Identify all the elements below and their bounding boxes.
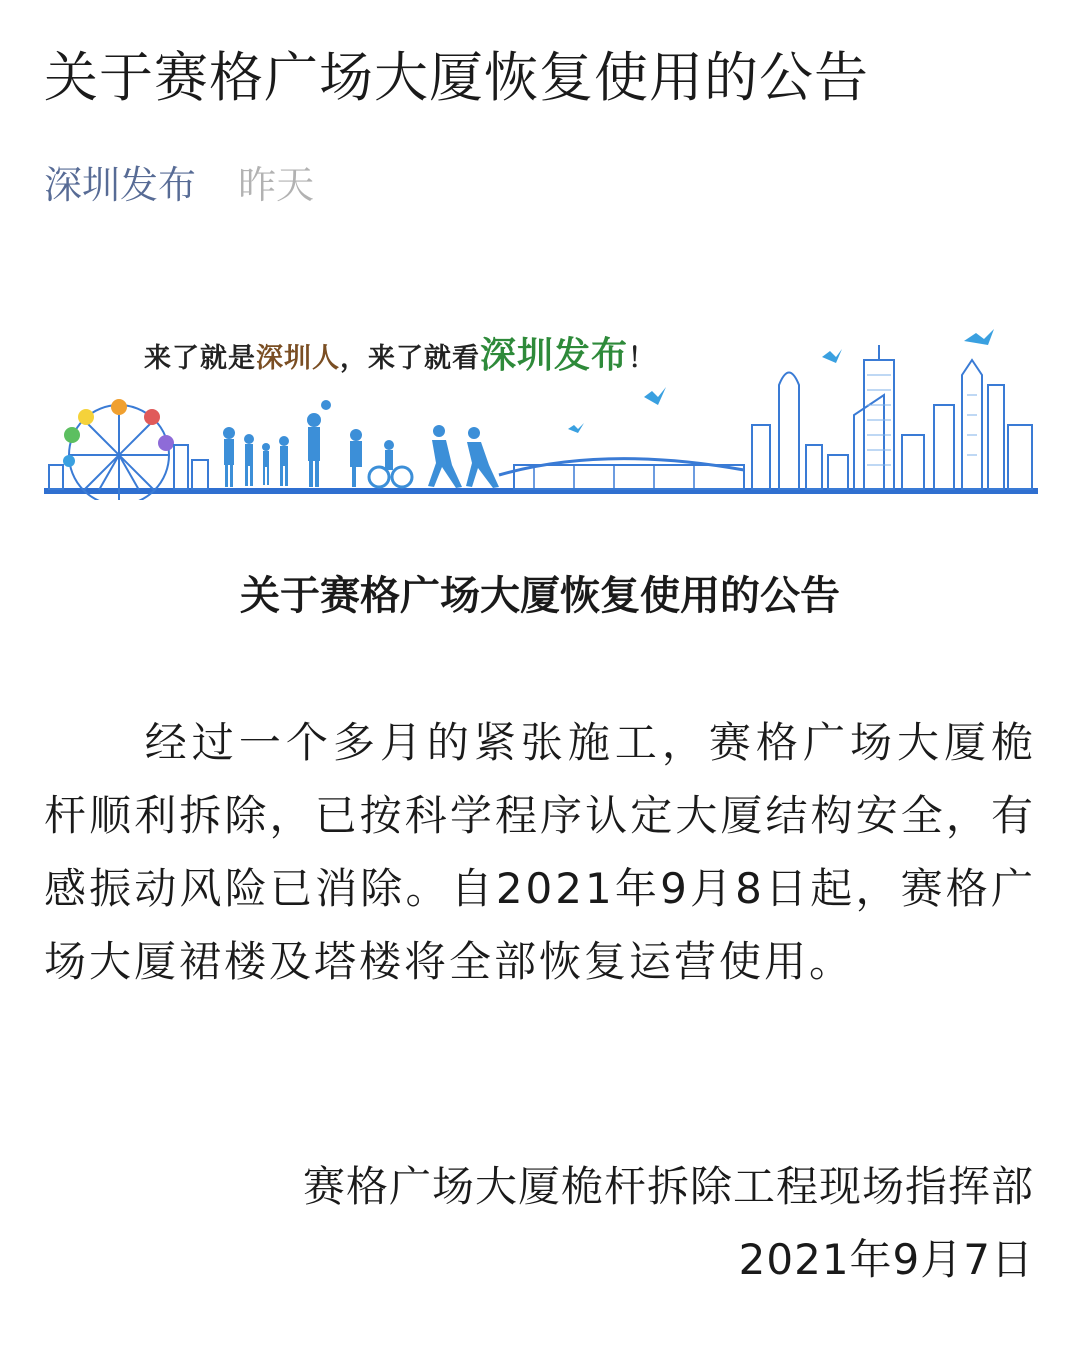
banner-slogan: 来了就是深圳人，来了就看深圳发布！	[144, 334, 657, 376]
article-meta	[44, 160, 314, 210]
notice-heading: 关于赛格广场大厦恢复使用的公告	[240, 573, 840, 619]
sign-date: 2021年9月7日	[738, 1235, 1034, 1284]
signer-name: 赛格广场大厦桅杆拆除工程现场指挥部	[302, 1162, 1034, 1211]
publish-date: 昨天	[238, 163, 315, 207]
author-link[interactable]: 深圳发布	[44, 163, 197, 207]
notice-body: 经过一个多月的紧张施工，赛格广场大厦桅杆顺利拆除，已按科学程序认定大厦结构安全，有感振动风险已消除。自2021年9月8日起，赛格广场大厦裙楼及塔楼将全部恢复运营使用。	[44, 718, 1036, 986]
skyline-towers	[752, 345, 1032, 489]
article-title: 关于赛格广场大厦恢复使用的公告	[44, 46, 869, 109]
family-silhouettes	[223, 400, 499, 488]
banner-image	[44, 305, 1038, 500]
notice-signature	[303, 1150, 1034, 1296]
